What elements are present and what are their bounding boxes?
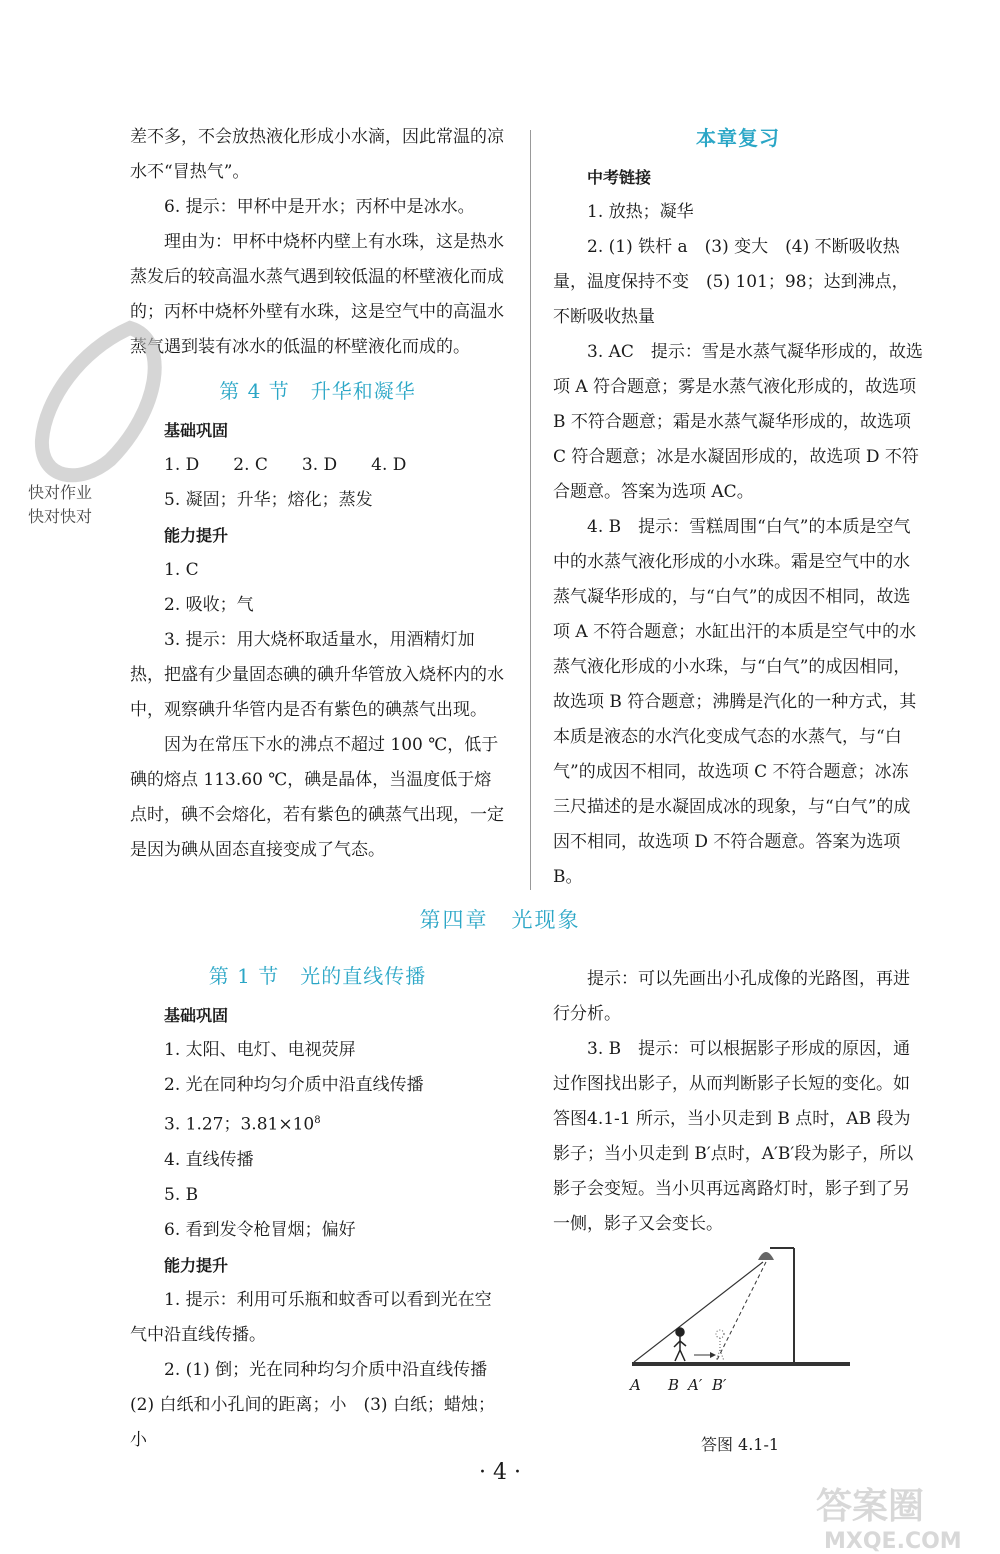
figure-caption: 答图 4.1-1 bbox=[700, 1435, 780, 1454]
review-title: 本章复习 bbox=[696, 126, 780, 150]
stamp-line-1: 快对作业 bbox=[28, 483, 93, 502]
ability-heading: 能力提升 bbox=[164, 526, 229, 545]
page-number: · 4 · bbox=[479, 1460, 521, 1485]
basic-answer-4: 4. 直线传播 bbox=[164, 1149, 254, 1170]
right-column-bottom bbox=[553, 962, 923, 1242]
answer-3-shadow: 3. B 提示：可以根据影子形成的原因，通过作图找出影子，从而判断影子长短的变化。如答图4.1-1 所示，当小贝走到 B 点时，AB 段为影子；当小贝走到 B′点时，A′B′段为影子，所以影子会变短。当小贝再远离路灯时，影子到了另一侧，影子又会变长。 bbox=[553, 1039, 914, 1234]
ability-answer-1: 1. C bbox=[164, 560, 199, 580]
chapter-title: 第四章 光现象 bbox=[419, 908, 581, 932]
lamp-shade bbox=[758, 1252, 774, 1260]
left-column-bottom bbox=[130, 954, 505, 1458]
ability-answer-2: 2. 吸收；气 bbox=[164, 595, 254, 615]
ability-answer-3-reason: 因为在常压下水的沸点不超过 100 ℃，低于碘的熔点 113.60 ℃，碘是晶体，当温度低于熔点时，碘不会熔化，若有紫色的碘蒸气出现，一定是因为碘从固态直接变成了气态。 bbox=[130, 735, 504, 860]
ability-answer-1b: 1. 提示：利用可乐瓶和蚊香可以看到光在空气中沿直线传播。 bbox=[130, 1289, 492, 1345]
basic-answers-1: 1. D 2. C 3. D 4. D bbox=[164, 455, 407, 475]
basic-answer-3-base: 3. 1.27；3.81×10 bbox=[164, 1114, 315, 1135]
right-column-top bbox=[553, 116, 923, 895]
light-ray-dashed bbox=[716, 1262, 766, 1362]
label-b-prime: B′ bbox=[712, 1376, 727, 1394]
stamp-line-2: 快对快对 bbox=[28, 507, 93, 526]
review-answer-3: 3. AC 提示：雪是水蒸气凝华形成的，故选项 A 符合题意；雾是水蒸气液化形成的，故选项 B 不符合题意；霜是水蒸气凝华形成的，故选项 C 符合题意；冰是水凝固形成的，故选项 D 不符合题意。答案为选项 AC。 bbox=[553, 342, 923, 502]
watermark-logo bbox=[800, 1480, 1000, 1554]
label-a-prime: A′ bbox=[688, 1376, 703, 1394]
light-ray-solid bbox=[634, 1262, 763, 1362]
basic-answer-2: 2. 光在同种均匀介质中沿直线传播 bbox=[164, 1075, 424, 1095]
shadow-diagram bbox=[620, 1240, 860, 1440]
section-title-4: 第 4 节 升华和凝华 bbox=[219, 379, 416, 403]
basic-answer-3-exponent: 8 bbox=[314, 1115, 321, 1126]
ability-answer-3: 3. 提示：用大烧杯取适量水，用酒精灯加热，把盛有少量固态碘的碘升华管放入烧杯内的水中，观察碘升华管内是否有紫色的碘蒸气出现。 bbox=[130, 630, 504, 720]
review-answer-4: 4. B 提示：雪糕周围“白气”的本质是空气中的水蒸气液化形成的小水珠。霜是空气中的水蒸气凝华形成的，与“白气”的成因不相同，故选项 A 不符合题意；水缸出汗的本质是空气中的水蒸气液化形成的小水珠，与“白气”的成因相同，故选项 B 符合题意；沸腾是汽化的一种方式，其本质是液态的水汽化变成气态的水蒸气，与“白气”的成因不相同，故选项 C 不符合题意；冰冻三尺描述的是水凝固成冰的现象，与“白气”的成因不相同，故选项 D 不符合题意。答案为选项 B。 bbox=[553, 517, 917, 887]
basic-heading: 基础巩固 bbox=[164, 421, 229, 440]
person-figure bbox=[674, 1328, 686, 1361]
label-a: A bbox=[630, 1376, 641, 1394]
basic-answers-2: 5. 凝固；升华；熔化；蒸发 bbox=[164, 490, 373, 510]
review-answer-2: 2. (1) 铁杆 a (3) 变大 (4) 不断吸收热量，温度保持不变 (5) 101；98；达到沸点，不断吸收热量 bbox=[553, 237, 909, 327]
watermark-cn: 答案圈 bbox=[816, 1486, 925, 1527]
hint-paragraph: 提示：可以先画出小孔成像的光路图，再进行分析。 bbox=[553, 969, 910, 1024]
ground bbox=[632, 1362, 850, 1366]
watermark-url: MXQE.COM bbox=[824, 1529, 962, 1554]
review-answer-1: 1. 放热；凝华 bbox=[587, 202, 694, 222]
basic-answer-3 bbox=[130, 1103, 505, 1143]
paragraph-continuation: 差不多，不会放热液化形成小水滴，因此常温的凉水不“冒热气”。 bbox=[130, 127, 504, 182]
basic-heading-2: 基础巩固 bbox=[164, 1006, 229, 1025]
section-title-1: 第 1 节 光的直线传播 bbox=[208, 964, 427, 988]
answer-6: 6. 提示：甲杯中是开水；丙杯中是冰水。 bbox=[164, 197, 475, 217]
walk-arrow-head bbox=[710, 1352, 716, 1358]
basic-answer-5: 5. B bbox=[164, 1184, 199, 1205]
column-divider bbox=[530, 130, 531, 890]
kuaidui-stamp bbox=[20, 310, 190, 550]
answer-6-reason: 理由为：甲杯中烧杯内壁上有水珠，这是热水蒸发后的较高温水蒸气遇到较低温的杯壁液化而成的；丙杯中烧杯外壁有水珠，这是空气中的高温水蒸气遇到装有冰水的低温的杯壁液化而成的。 bbox=[130, 232, 504, 357]
ability-heading-2: 能力提升 bbox=[164, 1255, 229, 1275]
ability-answer-2b: 2. (1) 倒；光在同种均匀介质中沿直线传播 (2) 白纸和小孔间的距离；小 (3) 白纸；蜡烛；小 bbox=[130, 1359, 505, 1450]
basic-answer-1: 1. 太阳、电灯、电视荧屏 bbox=[164, 1040, 356, 1060]
person-figure-dotted bbox=[716, 1330, 724, 1361]
basic-answer-6: 6. 看到发令枪冒烟；偏好 bbox=[164, 1219, 356, 1240]
label-b: B bbox=[668, 1376, 680, 1394]
exam-link-heading: 中考链接 bbox=[587, 168, 652, 187]
